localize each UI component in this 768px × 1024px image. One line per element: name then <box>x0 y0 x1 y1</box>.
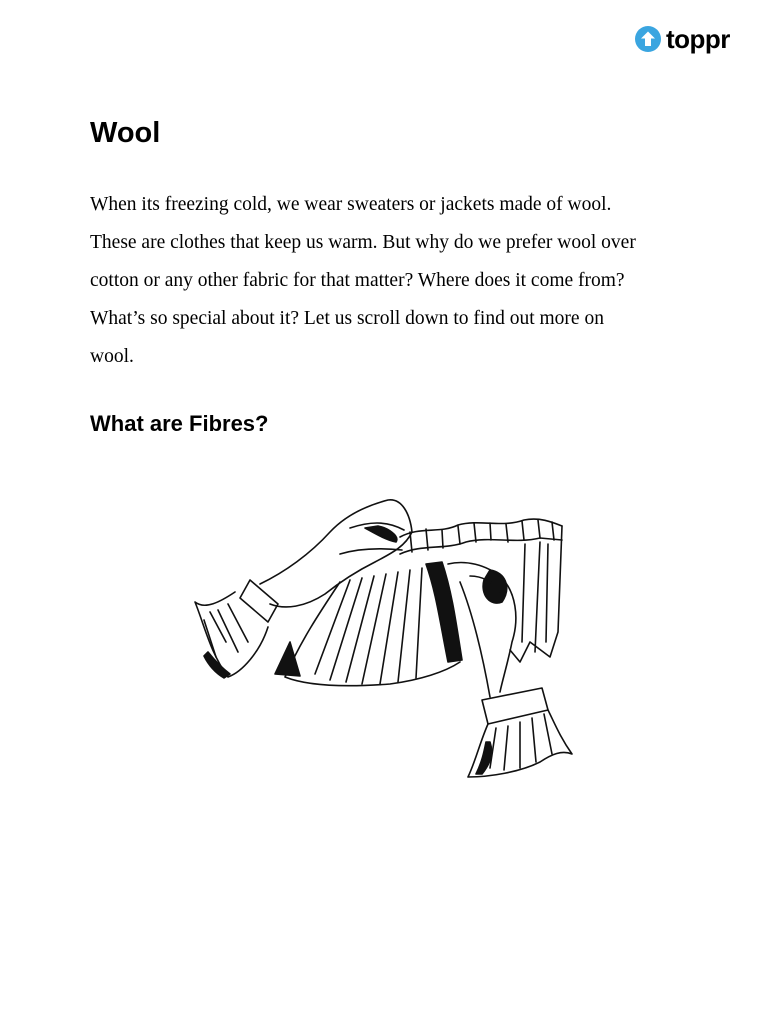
page-title: Wool <box>90 117 161 149</box>
intro-line: cotton or any other fabric for that matter? Where does it come from? <box>90 270 625 291</box>
intro-line: wool. <box>90 346 134 367</box>
fabric-illustration <box>190 492 580 787</box>
up-arrow-circle-icon <box>635 26 661 52</box>
intro-paragraph <box>90 186 690 376</box>
intro-line: When its freezing cold, we wear sweaters or jackets made of wool. <box>90 194 612 215</box>
section-heading: What are Fibres? <box>90 411 269 436</box>
brand-logo <box>635 24 730 54</box>
intro-line: These are clothes that keep us warm. But why do we prefer wool over <box>90 232 636 253</box>
brand-name: toppr <box>666 24 730 54</box>
intro-line: What’s so special about it? Let us scroll down to find out more on <box>90 308 604 329</box>
